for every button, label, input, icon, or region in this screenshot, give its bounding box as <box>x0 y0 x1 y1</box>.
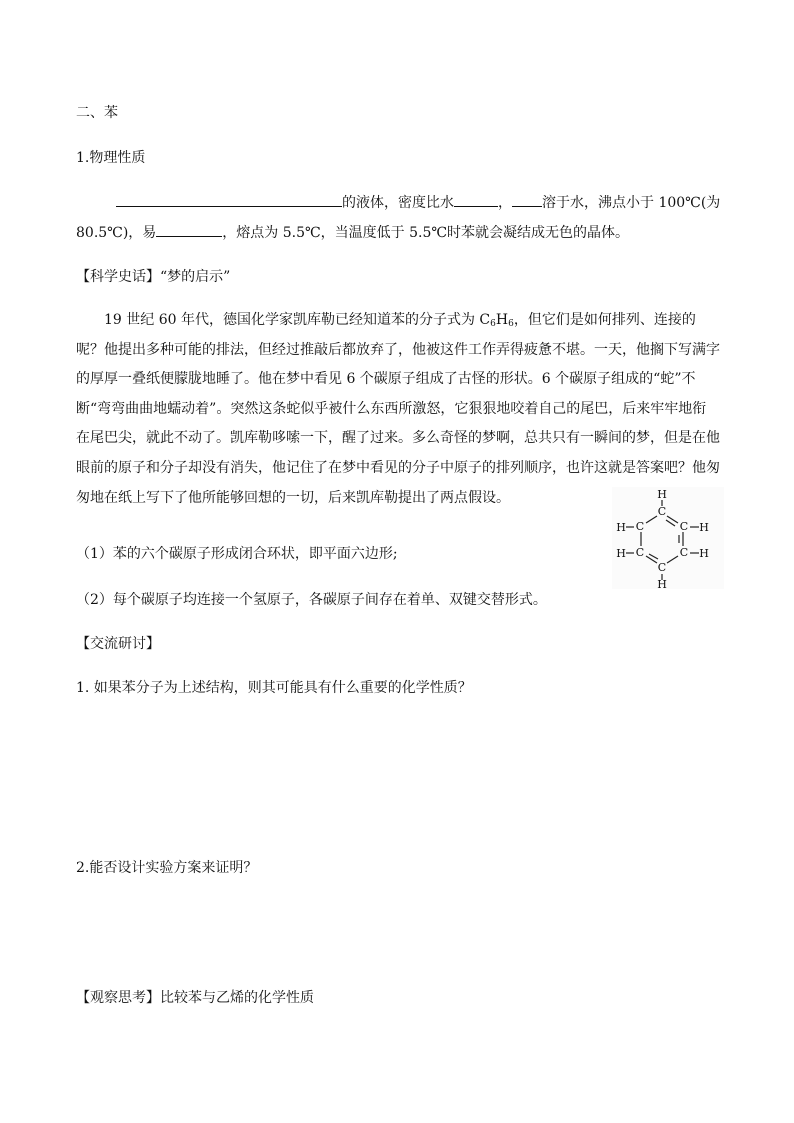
history-paragraph <box>76 306 720 513</box>
history-text-h: H <box>495 312 509 328</box>
atom-c2: C <box>679 520 689 533</box>
hypothesis-2: （2）每个碳原子均连接一个氢原子，各碳原子间存在着单、双键交替形式。 <box>76 592 547 608</box>
text-comma: ， <box>498 195 512 211</box>
text-boiling-point: 溶于水，沸点小于 100℃(为 <box>542 195 721 211</box>
atom-c1: C <box>657 505 667 518</box>
text-liquid-density: 的液体，密度比水 <box>342 195 454 211</box>
atom-c3: C <box>679 546 689 559</box>
atom-h3: H <box>699 547 709 560</box>
atom-h6: H <box>616 521 626 534</box>
blank-density[interactable] <box>454 192 498 207</box>
atom-h1: H <box>657 488 667 501</box>
atom-h2: H <box>699 521 709 534</box>
atom-c6: C <box>635 520 645 533</box>
physical-line-2 <box>76 222 629 243</box>
hypothesis-1: （1）苯的六个碳原子形成闭合环状，即平面六边形; <box>76 546 398 562</box>
discussion-heading: 【交流研讨】 <box>76 636 160 652</box>
subscript-hydrogen: 6 <box>508 319 514 329</box>
history-heading: 【科学史话】“梦的启示” <box>76 269 231 285</box>
benzene-structure-diagram <box>612 487 724 589</box>
history-text-start: 19 世纪 60 年代，德国化学家凯库勒已经知道苯的分子式为 C <box>104 312 491 328</box>
physical-heading: 1.物理性质 <box>76 150 146 166</box>
history-text-rest: ，但它们是如何排列、连接的呢？他提出多种可能的排法，但经过推敲后都放弃了，他被这件工作弄得疲惫不堪。一天，他搁下写满字的厚厚一叠纸便朦胧地睡了。他在梦中看见 6 个碳原子组成了古怪的形状。6 个碳原子组成的“蛇”不断“弯弯曲曲地蠕动着”。突然这条蛇似乎被什么东西所激怒，它狠狠地咬着自己的尾巴，后来牢牢地衔在尾巴尖，就此不动了。凯库勒哆嗦一下，醒了过来。多么奇怪的梦啊，总共只有一瞬间的梦，但是在他眼前的原子和分子却没有消失，他记住了在梦中看见的分子中原子的排列顺序，也许这就是答案吧？他匆匆地在纸上写下了他所能够回想的一切，后来凯库勒提出了两点假设。 <box>76 312 720 506</box>
blank-appearance[interactable] <box>116 192 342 207</box>
subscript-carbon: 6 <box>490 319 496 329</box>
atom-c5: C <box>635 546 645 559</box>
observe-text: 比较苯与乙烯的化学性质 <box>160 990 314 1006</box>
blank-volatility[interactable] <box>156 222 222 237</box>
text-melting-point: ，熔点为 5.5℃，当温度低于 5.5℃时苯就会凝结成无色的晶体。 <box>222 225 630 241</box>
atom-h4: H <box>657 578 667 589</box>
blank-solubility[interactable] <box>512 192 542 207</box>
physical-line-1 <box>76 192 720 213</box>
atom-c4: C <box>657 561 667 574</box>
question-1: 1. 如果苯分子为上述结构，则其可能具有什么重要的化学性质？ <box>76 680 472 696</box>
observe-heading: 【观察思考】 <box>76 990 160 1006</box>
atom-h5: H <box>616 547 626 560</box>
observe-line <box>76 988 314 1008</box>
section-title: 二、苯 <box>76 105 118 121</box>
question-2: 2.能否设计实验方案来证明？ <box>76 860 258 876</box>
text-boiling-value: 80.5℃)，易 <box>76 225 157 241</box>
